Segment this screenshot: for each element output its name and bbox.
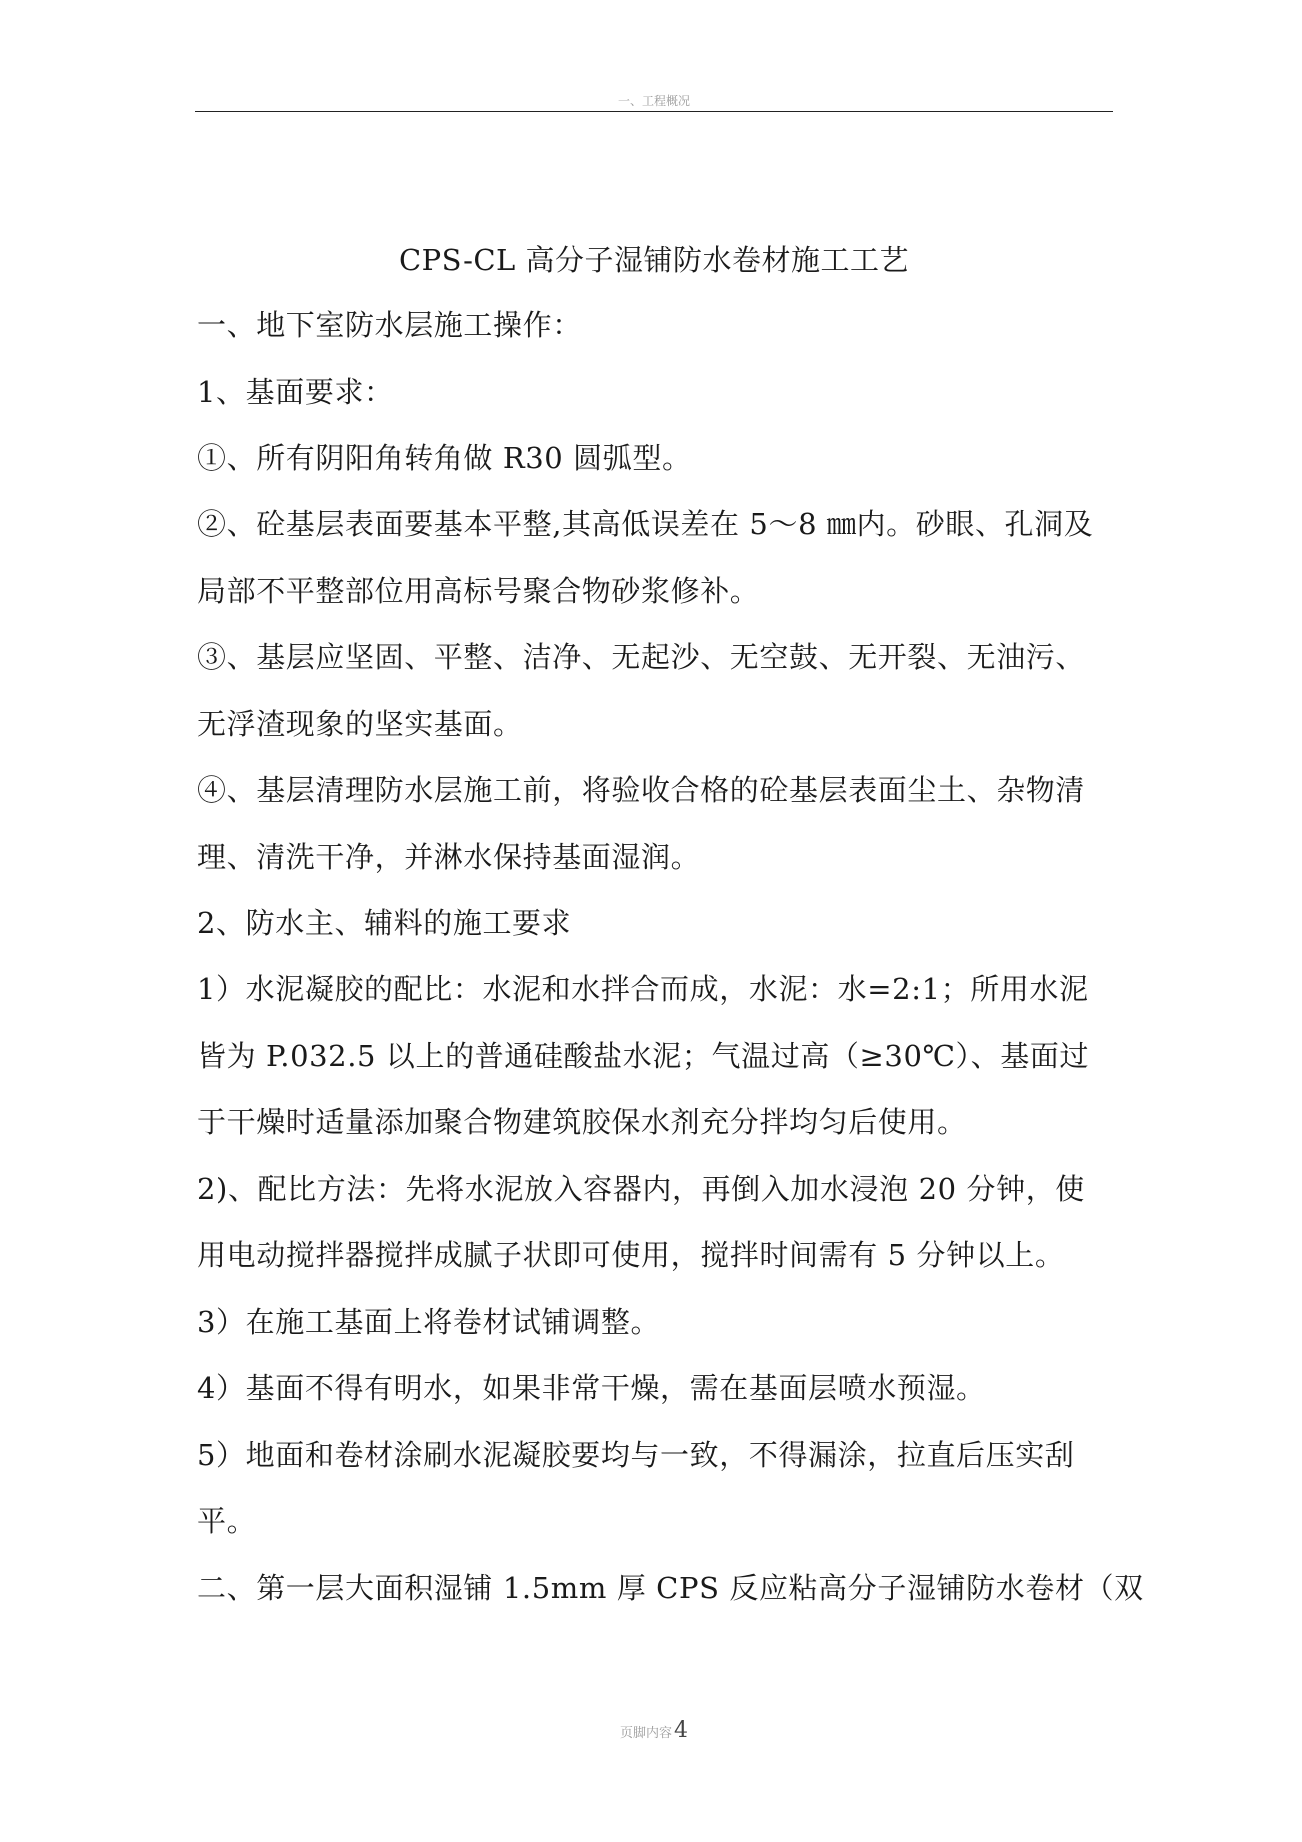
body-line: 二、第一层大面积湿铺 1.5mm 厚 CPS 反应粘高分子湿铺防水卷材（双 [197,1571,1144,1605]
body-line: 理、清洗干净，并淋水保持基面湿润。 [197,840,701,874]
body-line: 4）基面不得有明水，如果非常干燥，需在基面层喷水预湿。 [197,1371,986,1405]
footer-label: 页脚内容 [619,1726,672,1741]
page-header [195,92,1113,109]
running-title: 一、工程概况 [617,94,690,108]
body-line: 1）水泥凝胶的配比：水泥和水拌合而成，水泥：水=2:1；所用水泥 [197,972,1089,1006]
header-rule [195,111,1113,112]
body-line: 一、地下室防水层施工操作： [197,308,582,342]
body-line: 2、防水主、辅料的施工要求 [197,906,572,940]
page-number: 4 [674,1718,688,1743]
body-line: 皆为 P.032.5 以上的普通硅酸盐水泥；气温过高（≥30℃）、基面过 [197,1039,1090,1073]
body-line: 3）在施工基面上将卷材试铺调整。 [197,1305,661,1339]
body-line: ④、基层清理防水层施工前，将验收合格的砼基层表面尘土、杂物清 [197,773,1086,807]
body-line: 于干燥时适量添加聚合物建筑胶保水剂充分拌均匀后使用。 [197,1105,967,1139]
body-line: 5）地面和卷材涂刷水泥凝胶要均与一致，不得漏涂，拉直后压实刮 [197,1438,1075,1472]
body-line: 无浮渣现象的坚实基面。 [197,707,523,741]
body-line: ①、所有阴阳角转角做 R30 圆弧型。 [197,441,692,475]
body-line: 1、基面要求： [197,375,394,409]
page-footer [195,1718,1113,1743]
body-line: 用电动搅拌器搅拌成腻子状即可使用，搅拌时间需有 5 分钟以上。 [197,1238,1065,1272]
document-title: CPS-CL 高分子湿铺防水卷材施工工艺 [398,243,910,277]
body-line: ③、基层应坚固、平整、洁净、无起沙、无空鼓、无开裂、无油污、 [197,640,1086,674]
body-line: 2)、配比方法：先将水泥放入容器内，再倒入加水浸泡 20 分钟，使 [197,1172,1085,1206]
body-line: 平。 [197,1504,257,1538]
body-line: 局部不平整部位用高标号聚合物砂浆修补。 [197,574,760,608]
body-line: ②、砼基层表面要基本平整,其高低误差在 5～8 ㎜内。砂眼、孔洞及 [197,507,1094,541]
